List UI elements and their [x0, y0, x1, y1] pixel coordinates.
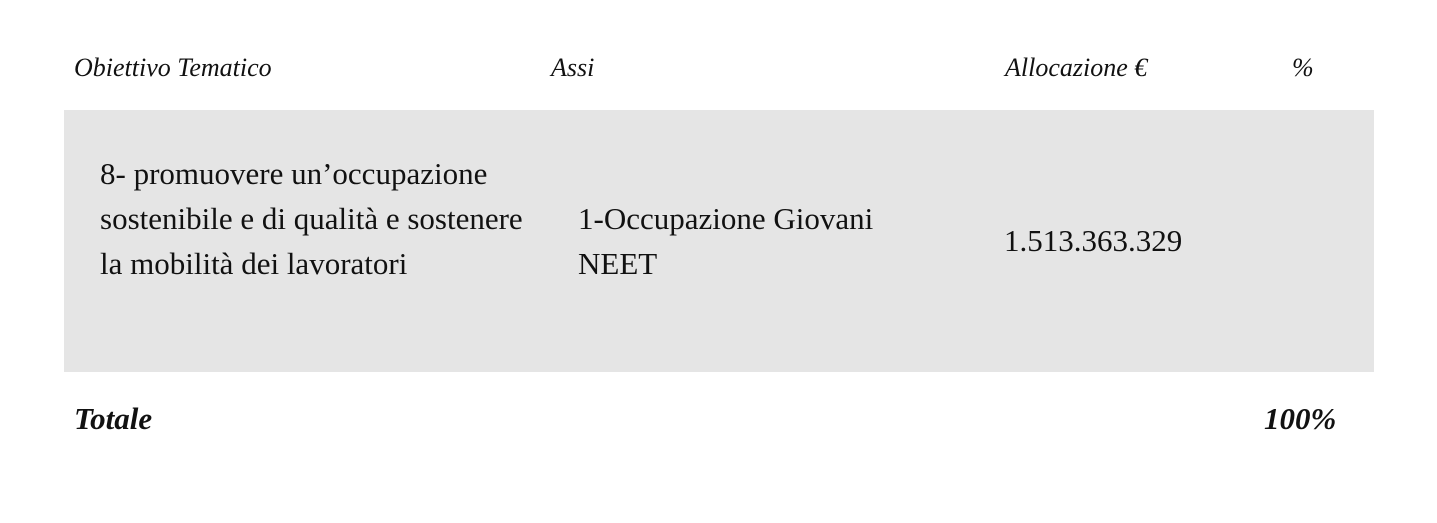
total-label: Totale — [74, 401, 153, 436]
cell-allocazione: 1.513.363.329 — [1004, 223, 1183, 258]
cell-assi: 1-Occupazione Giovani NEET — [578, 201, 874, 281]
header-obiettivo-tematico: Obiettivo Tematico — [74, 53, 272, 82]
cell-obiettivo-tematico: 8- promuovere un’occupazione sostenibile e di qualità e sostenere la mobilità dei lavoratori — [100, 156, 523, 281]
header-allocazione: Allocazione € — [1005, 53, 1148, 82]
table-row — [64, 110, 1374, 372]
header-percent: % — [1292, 53, 1314, 82]
total-percent: 100% — [1264, 401, 1337, 436]
header-assi: Assi — [551, 53, 595, 82]
